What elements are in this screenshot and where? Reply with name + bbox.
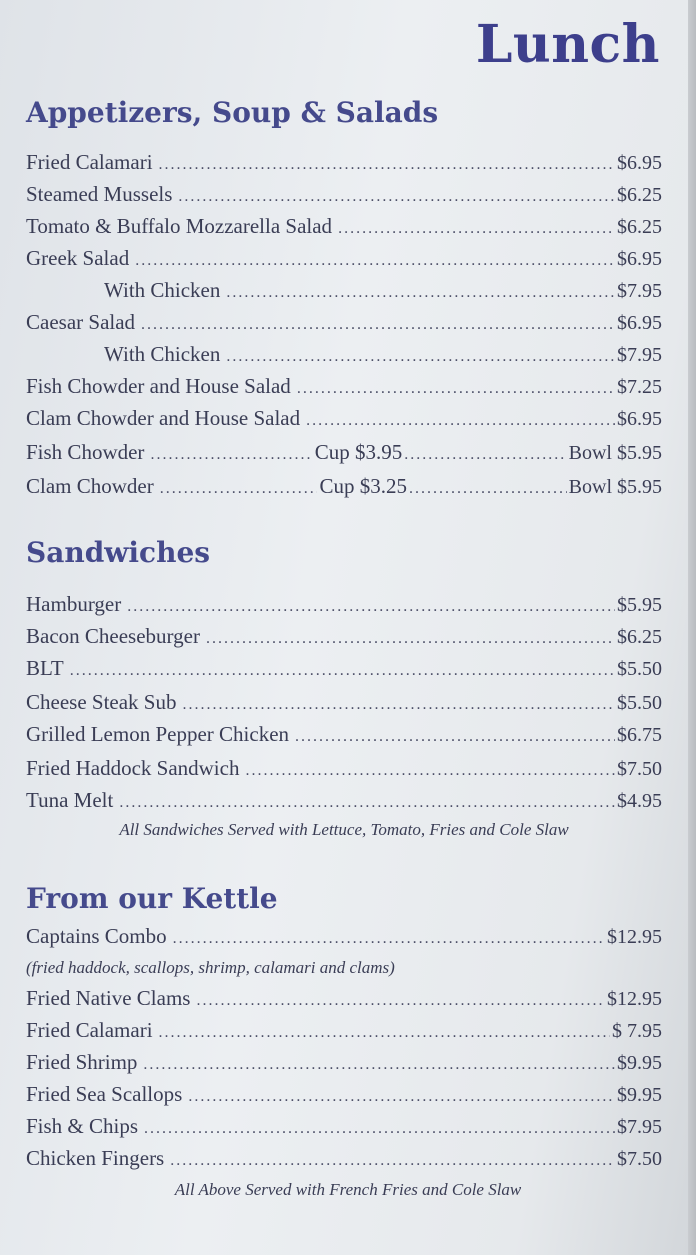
menu-item (26, 246, 662, 274)
dot-leader (173, 930, 605, 948)
dot-leader (144, 1120, 615, 1138)
item-name: With Chicken (104, 342, 221, 366)
dot-leader (159, 1024, 610, 1042)
item-price: $12.95 (607, 988, 662, 1010)
section-heading-kettle: From our Kettle (26, 882, 278, 915)
menu-title: Lunch (475, 14, 660, 75)
bowl-price: Bowl $5.95 (568, 476, 662, 498)
menu-item (26, 374, 662, 402)
menu-item (26, 150, 662, 178)
item-name: Clam Chowder and House Salad (26, 406, 301, 430)
item-price: $5.50 (617, 658, 662, 680)
item-price: $6.95 (617, 312, 662, 334)
dot-leader (297, 380, 615, 398)
item-price: $9.95 (617, 1052, 662, 1074)
sandwich-serving-note: All Sandwiches Served with Lettuce, Tomato, Fries and Cole Slaw (119, 820, 569, 839)
item-name: Fried Native Clams (26, 986, 191, 1010)
dot-leader (159, 156, 615, 174)
item-price: $6.75 (617, 724, 662, 746)
menu-item (26, 474, 662, 502)
item-price: $6.95 (617, 248, 662, 270)
item-name: Clam Chowder (26, 474, 154, 498)
dot-leader (188, 1088, 615, 1106)
dot-leader (295, 728, 615, 746)
item-name: Fish & Chips (26, 1114, 139, 1138)
cup-price: Cup $3.95 (314, 440, 403, 464)
combo-description: (fried haddock, scallops, shrimp, calamari and clams) (26, 958, 395, 977)
dot-leader (306, 412, 615, 430)
bowl-price: Bowl $5.95 (568, 442, 662, 464)
dot-leader (245, 762, 615, 780)
item-name: Tomato & Buffalo Mozzarella Salad (26, 214, 333, 238)
dot-leader (196, 992, 605, 1010)
item-name: With Chicken (104, 278, 221, 302)
menu-item (26, 406, 662, 434)
item-price: $7.95 (617, 280, 662, 302)
menu-item (26, 182, 662, 210)
menu-item (26, 310, 662, 338)
item-price: $4.95 (617, 790, 662, 812)
dot-leader (404, 446, 566, 464)
item-price: $6.25 (617, 626, 662, 648)
menu-item (104, 278, 662, 306)
item-price: $5.50 (617, 692, 662, 714)
item-price: $7.95 (617, 344, 662, 366)
item-price: $6.95 (617, 152, 662, 174)
item-price: $7.95 (617, 1116, 662, 1138)
menu-item (26, 1082, 662, 1110)
item-name: Fried Sea Scallops (26, 1082, 183, 1106)
item-name: Greek Salad (26, 246, 130, 270)
dot-leader (338, 220, 615, 238)
menu-item (26, 1018, 662, 1046)
item-name: Fried Calamari (26, 150, 153, 174)
item-name: Tuna Melt (26, 788, 114, 812)
dot-leader (143, 1056, 615, 1074)
item-price: $ 7.95 (612, 1020, 662, 1042)
item-name: Hamburger (26, 592, 122, 616)
dot-leader (150, 446, 312, 464)
item-name: Fish Chowder and House Salad (26, 374, 291, 398)
dot-leader (119, 794, 615, 812)
item-name: Fried Shrimp (26, 1050, 138, 1074)
section-heading-appetizers: Appetizers, Soup & Salads (26, 96, 439, 129)
dot-leader (206, 630, 615, 648)
item-price: $5.95 (617, 594, 662, 616)
item-name: Captains Combo (26, 924, 167, 948)
item-name: Bacon Cheeseburger (26, 624, 200, 648)
dot-leader (127, 598, 615, 616)
item-name: BLT (26, 656, 64, 680)
item-price: $6.95 (617, 408, 662, 430)
item-name: Steamed Mussels (26, 182, 173, 206)
dot-leader (226, 284, 615, 302)
menu-item (26, 1146, 662, 1174)
cup-price: Cup $3.25 (319, 474, 407, 498)
menu-item (104, 342, 662, 370)
menu-item (26, 440, 662, 468)
item-price: $7.25 (617, 376, 662, 398)
dot-leader (182, 696, 615, 714)
menu-item (26, 722, 662, 750)
kettle-serving-note: All Above Served with French Fries and Cole Slaw (174, 1180, 522, 1199)
dot-leader (141, 316, 615, 334)
item-name: Fried Haddock Sandwich (26, 756, 240, 780)
item-price: $7.50 (617, 758, 662, 780)
menu-item (26, 924, 662, 952)
menu-item (26, 986, 662, 1014)
menu-item (26, 214, 662, 242)
menu-item (26, 592, 662, 620)
menu-item (26, 656, 662, 684)
item-name: Fish Chowder (26, 440, 145, 464)
dot-leader (70, 662, 615, 680)
item-name: Caesar Salad (26, 310, 136, 334)
item-name: Chicken Fingers (26, 1146, 165, 1170)
item-price: $7.50 (617, 1148, 662, 1170)
menu-item (26, 624, 662, 652)
menu-item (26, 788, 662, 816)
dot-leader (170, 1152, 615, 1170)
item-name: Grilled Lemon Pepper Chicken (26, 722, 290, 746)
item-price: $9.95 (617, 1084, 662, 1106)
dot-leader (135, 252, 615, 270)
dot-leader (160, 480, 318, 498)
menu-item (26, 690, 662, 718)
section-heading-sandwiches: Sandwiches (26, 536, 211, 569)
item-name: Cheese Steak Sub (26, 690, 177, 714)
menu-item (26, 1050, 662, 1078)
item-price: $12.95 (607, 926, 662, 948)
dot-leader (226, 348, 615, 366)
dot-leader (409, 480, 567, 498)
item-price: $6.25 (617, 216, 662, 238)
item-price: $6.25 (617, 184, 662, 206)
item-name: Fried Calamari (26, 1018, 153, 1042)
menu-item (26, 1114, 662, 1142)
menu-item (26, 756, 662, 784)
dot-leader (178, 188, 615, 206)
